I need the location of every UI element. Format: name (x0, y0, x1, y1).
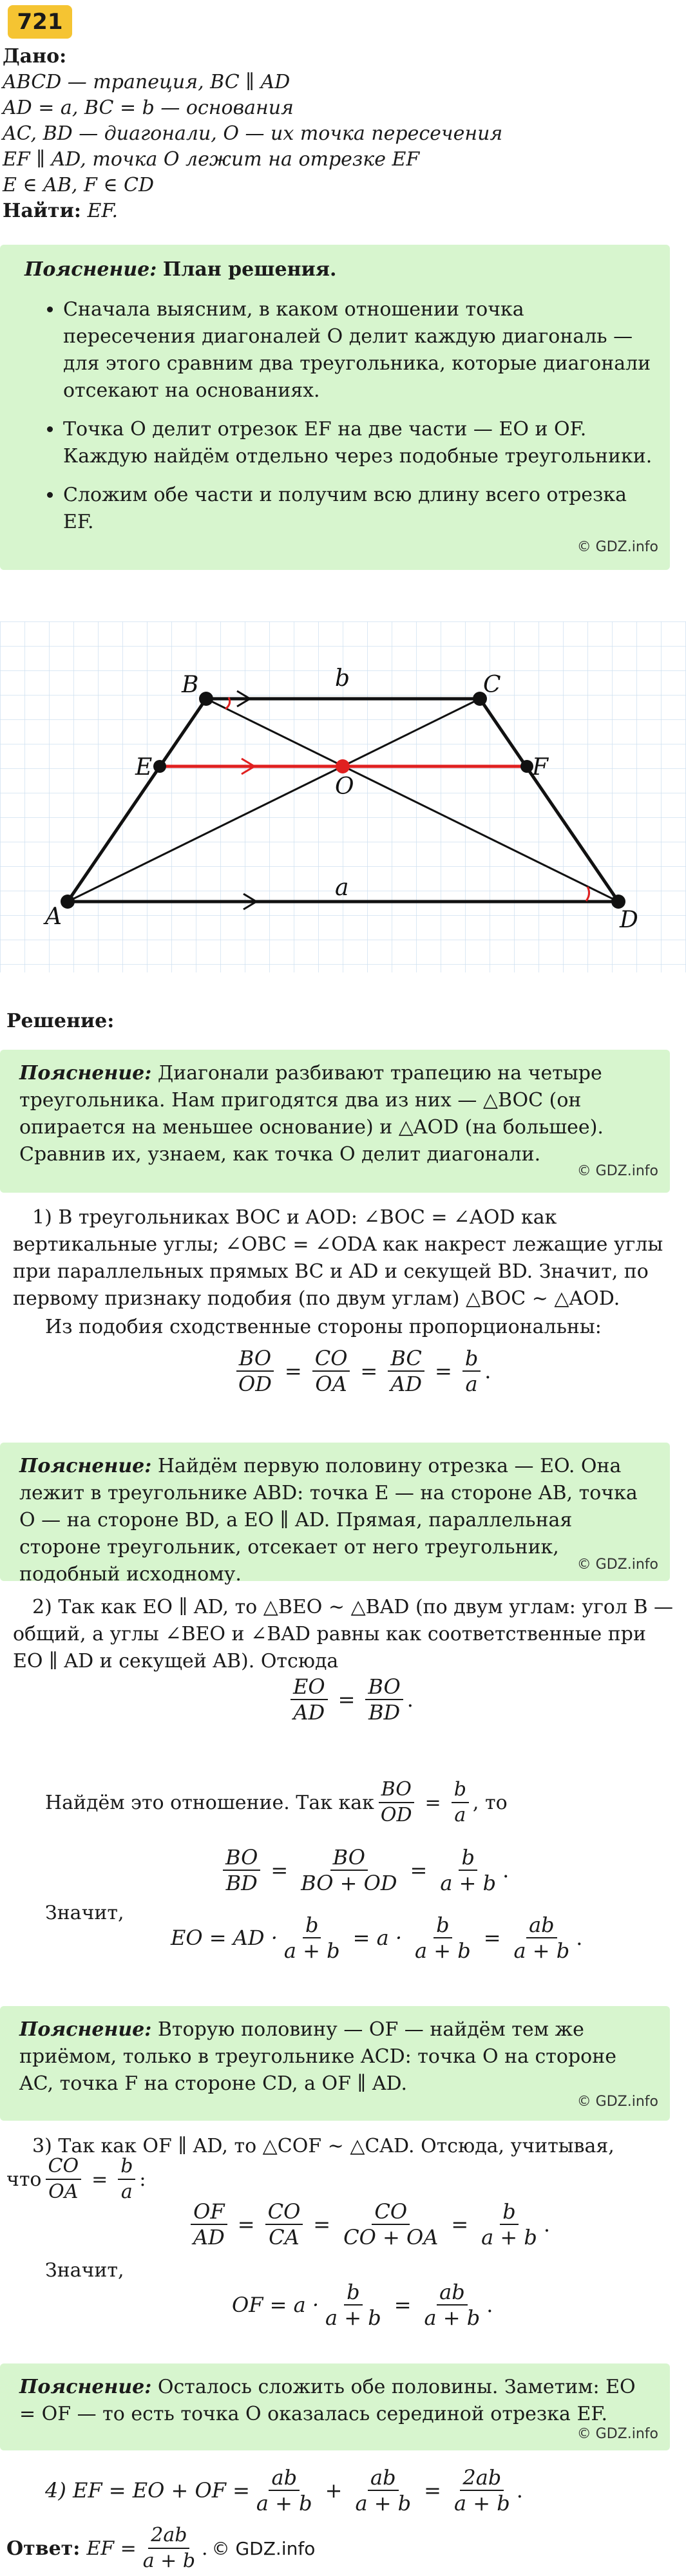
trapezoid-svg (0, 621, 686, 972)
answer-watermark: © GDZ.info (211, 2537, 316, 2559)
given-line-5: E ∈ AB, F ∈ CD (3, 174, 155, 196)
formula-2: $\frac{EO}{AD}$ = $\frac{BO}{BD}$ . (287, 1674, 414, 1725)
problem-number-badge: 721 (8, 5, 72, 39)
plan-header: Пояснение: (24, 258, 157, 281)
note-4-header: Пояснение: (19, 2376, 152, 2398)
note-2-watermark: © GDZ.info (576, 1557, 658, 1573)
label-d: D (620, 907, 638, 933)
label-base-a: a (335, 875, 349, 901)
note-4-text: Осталось сложить обе половины. Заметим: EO = OF — то есть точка O оказалась серединой отрезка EF. (19, 2376, 636, 2425)
point-o (336, 759, 350, 773)
given-section (3, 44, 686, 224)
note-1 (0, 1050, 670, 1193)
formula-9: 4) EF = EO + OF = $\frac{ab}{a + b}$ + $\frac{ab}{a + b}$ = $\frac{2ab}{a + b}$ . (45, 2465, 523, 2515)
plan-item-1: • Сначала выясним, в каком отношении точка пересечения диагоналей O делит каждую диагональ — для этого сравним два треугольника, которые диагонали отсекают на основаниях. (63, 296, 656, 404)
plan-item-3: • Сложим обе части и получим всю длину всего отрезка EF. (63, 482, 656, 536)
step-3-text: 3) Так как OF ∥ AD, то △COF ∼ △CAD. Отсюда, учитывая, (32, 2135, 615, 2157)
step-1-text: 1) В треугольниках BOC и AOD: ∠BOC = ∠AOD как вертикальные углы; ∠OBC = ∠ODA как накрест лежащие углы при параллельных прямых BC и AD и секущей BD. Значит, по первому признаку подобия (по двум углам) △BOC ∼ △AOD. (13, 1206, 663, 1310)
step-3-text-2: Значит, (45, 2259, 124, 2282)
point-e (153, 760, 166, 773)
formula-4: $\frac{BO}{BD}$ = $\frac{BO}{BO + OD}$ = $\frac{b}{a + b}$ . (219, 1845, 509, 1895)
plan-watermark: © GDZ.info (576, 539, 658, 555)
plan-title: План решения. (162, 258, 337, 281)
note-1-header: Пояснение: (19, 1062, 152, 1084)
label-a: A (45, 904, 62, 930)
formula-7: $\frac{OF}{AD}$ = $\frac{CO}{CA}$ = $\frac{CO}{CO + OA}$ = $\frac{b}{a + b}$ . (187, 2199, 550, 2249)
point-b (199, 692, 213, 706)
note-2-text: Найдём первую половину отрезка — EO. Она лежит в треугольнике ABD: точка E — на стороне AB, точка O — на стороне BD, а EO ∥ AD. Прямая, параллельная стороне треугольник, отсекает от него треугольник, подобный исходному. (19, 1455, 638, 1586)
find-value: EF. (87, 200, 119, 222)
step-2-text-3: Значит, (45, 1902, 124, 1924)
note-2-header: Пояснение: (19, 1455, 152, 1477)
note-1-watermark: © GDZ.info (576, 1163, 658, 1179)
given-label: Дано: (3, 45, 67, 68)
note-3-text: Вторую половину — OF — найдём тем же приёмом, только в треугольнике ACD: точка O на стороне AC, точка F на стороне CD, а OF ∥ AD. (19, 2018, 616, 2095)
step-1-text-2: Из подобия сходственные стороны пропорциональны: (45, 1316, 602, 1338)
formula-3-line: Найдём это отношение. Так как $\frac{BO}{OD}$ = $\frac{b}{a}$ , то (45, 1778, 508, 1826)
note-3-header: Пояснение: (19, 2018, 152, 2041)
given-line-3: AC, BD — диагонали, O — их точка пересечения (3, 122, 503, 145)
formula-1: $\frac{BO}{OD}$ = $\frac{CO}{OA}$ = $\frac{BC}{AD}$ = $\frac{b}{a}$ . (232, 1346, 491, 1396)
trapezoid-figure (0, 621, 686, 972)
plan-note (0, 245, 670, 570)
label-c: C (483, 672, 501, 698)
answer-label: Ответ: (6, 2537, 81, 2560)
solution-label: Решение: (6, 1010, 115, 1032)
find-label: Найти: (3, 200, 81, 222)
step-2-text: 2) Так как EO ∥ AD, то △BEO ∼ △BAD (по двум углам: угол B — общий, а углы ∠BEO и ∠BAD равны как соответственные при EO ∥ AD и секущей AB). Отсюда (13, 1596, 674, 1672)
given-line-1: ABCD — трапеция, BC ∥ AD (3, 71, 291, 93)
note-4-watermark: © GDZ.info (576, 2426, 658, 2442)
label-f: F (532, 754, 548, 781)
note-4 (0, 2363, 670, 2450)
label-e: E (135, 754, 153, 781)
label-base-b: b (335, 665, 350, 692)
formula-8: OF = a · $\frac{b}{a + b}$ = $\frac{ab}{a + b}$ . (232, 2280, 493, 2330)
note-3 (0, 2006, 670, 2121)
formula-5: EO = AD · $\frac{b}{a + b}$ = a · $\frac{b}{a + b}$ = $\frac{ab}{a + b}$ . (171, 1913, 583, 1963)
answer-line: Ответ: EF = $\frac{2ab}{a + b}$ . © GDZ.info (6, 2524, 316, 2572)
label-b: B (182, 672, 199, 698)
formula-6-line: что $\frac{CO}{OA}$ = $\frac{b}{a}$ : (6, 2155, 146, 2203)
point-f (520, 760, 533, 773)
plan-item-2: • Точка O делит отрезок EF на две части — EO и OF. Каждую найдём отдельно через подобные треугольники. (63, 416, 656, 470)
note-2 (0, 1443, 670, 1586)
point-a (61, 895, 75, 909)
label-o: O (335, 773, 354, 800)
note-1-text: Диагонали разбивают трапецию на четыре треугольника. Нам пригодятся два из них — △BOC (он опирается на меньшее основание) и △AOD (на большее). Сравнив их, узнаем, как точка O делит диагонали. (19, 1062, 604, 1166)
given-line-2: AD = a, BC = b — основания (3, 97, 294, 119)
given-line-4: EF ∥ AD, точка O лежит на отрезке EF (3, 148, 420, 171)
note-3-watermark: © GDZ.info (576, 2094, 658, 2110)
